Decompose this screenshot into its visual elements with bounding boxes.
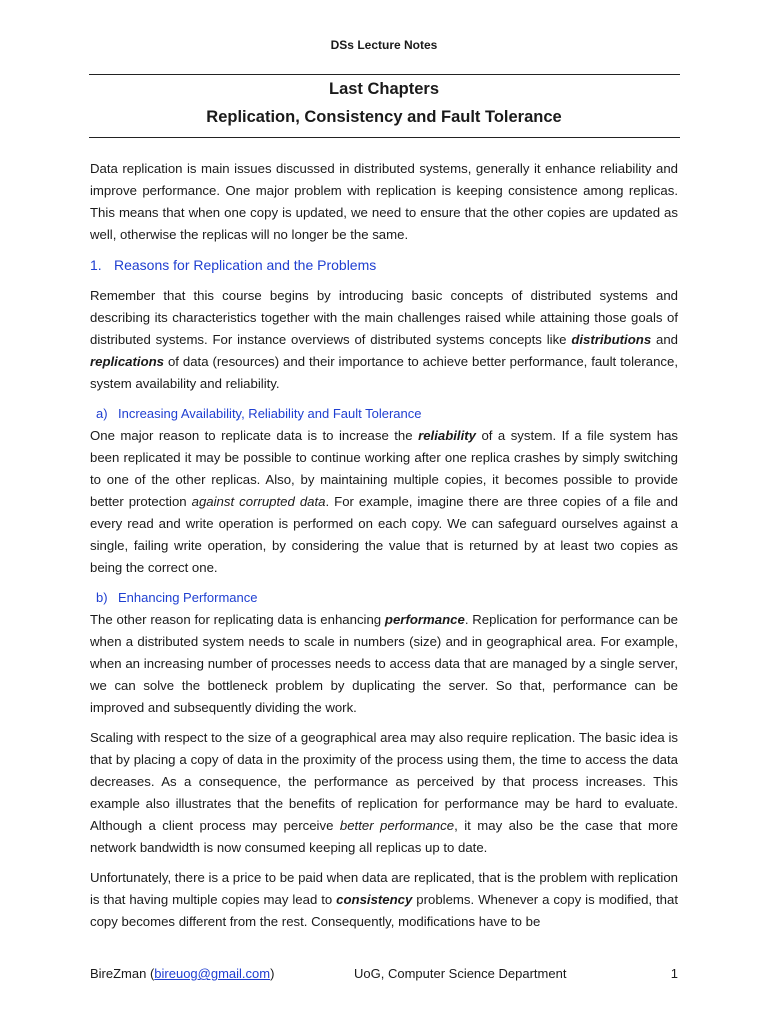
intro-paragraph: Data replication is main issues discussed in distributed systems, generally it enhance reliability and improve performance. One major problem with replication is keeping consistence among replicas. This means that when one copy is updated, we need to ensure that the other copies are updated as well, otherwise the replicas will no longer be the same.: [90, 161, 678, 242]
subsection-b-paragraph-2: [90, 727, 678, 859]
section-heading-1: [90, 254, 678, 276]
footer-author: [90, 966, 274, 981]
emphasis-text: distributions: [571, 332, 652, 347]
text-run: , it may also be the case that more network bandwidth is now consumed keeping all replicas up to date.: [90, 818, 678, 855]
italic-text: against corrupted data: [191, 494, 326, 509]
text-run: and: [651, 332, 678, 347]
text-run: . Replication for performance can be when a distributed system needs to scale in numbers (size) and in geographical area. For example, when an increasing number of processes needs to access data that are managed by a single server, we can solve the bottleneck problem by duplicating the server. So that, performance can be improved and subsequently dividing the work.: [90, 612, 678, 715]
emphasis-text: reliability: [418, 428, 476, 443]
subsection-title: Increasing Availability, Reliability and Fault Tolerance: [118, 406, 422, 421]
emphasis-text: replications: [90, 354, 165, 369]
subsection-number: a): [96, 406, 108, 421]
subsection-b-paragraph-3: [90, 867, 678, 933]
header-rule-top: [89, 74, 680, 75]
text-run: of a system. If a file system has been replicated it may be possible to continue working after one replica crashes by simply switching to one of the other replicas. Also, by maintaining multiple copies, it becomes possible to provide better protection: [90, 428, 678, 509]
emphasis-text: performance: [384, 612, 465, 627]
text-run: Unfortunately, there is a price to be paid when data are replicated, that is the problem with replication is that having multiple copies may lead to: [90, 870, 678, 907]
author-name: BireZman (: [90, 966, 155, 981]
subsection-number: b): [96, 590, 108, 605]
subsection-heading-b: [90, 587, 678, 609]
text-run: of data (resources) and their importance to achieve better performance, fault tolerance, system availability and reliability.: [90, 354, 678, 391]
section-title: Reasons for Replication and the Problems: [114, 257, 377, 273]
text-run: problems. Whenever a copy is modified, that copy becomes different from the rest. Consequently, modifications have to be: [90, 892, 678, 929]
text-run: One major reason to replicate data is to increase the: [90, 428, 419, 443]
email-link[interactable]: bireuog@gmail.com: [154, 966, 271, 981]
subsection-heading-a: [90, 403, 678, 425]
header-rule-bottom: [89, 137, 680, 138]
subsection-a-paragraph: [90, 425, 678, 579]
text-run: Scaling with respect to the size of a geographical area may also require replication. The basic idea is that by placing a copy of data in the proximity of the process using them, the time to access the data decreases. As a consequence, the performance as perceived by that process increases. This example also illustrates that the benefits of replication for performance may be hard to evaluate. Although a client process may perceive: [90, 730, 678, 833]
footer-department: UoG, Computer Science Department: [354, 966, 567, 981]
text-run: . For example, imagine there are three copies of a file and every read and write operation is performed on each copy. We can safeguard ourselves against a single, failing write operation, by considering the value that is returned by at least two copies as being the correct one.: [90, 494, 679, 575]
emphasis-text: consistency: [336, 892, 413, 907]
text-run: Remember that this course begins by introducing basic concepts of distributed systems and describing its characteristics together with the main challenges raised while attaining those goals of distributed systems. For instance overviews of distributed systems concepts like: [90, 288, 678, 347]
document-body: [90, 158, 678, 933]
author-paren: ): [270, 966, 275, 981]
chapter-title: Last Chapters: [328, 80, 440, 98]
section1-paragraph: [90, 285, 678, 395]
chapter-subtitle: Replication, Consistency and Fault Tolerance: [206, 108, 562, 126]
subsection-title: Enhancing Performance: [118, 590, 258, 605]
section-number: 1.: [90, 257, 102, 273]
running-header: DSs Lecture Notes: [330, 38, 438, 52]
italic-text: better performance: [339, 818, 455, 833]
page-number: 1: [670, 966, 678, 981]
text-run: The other reason for replicating data is enhancing: [90, 612, 385, 627]
subsection-b-paragraph-1: [90, 609, 678, 719]
